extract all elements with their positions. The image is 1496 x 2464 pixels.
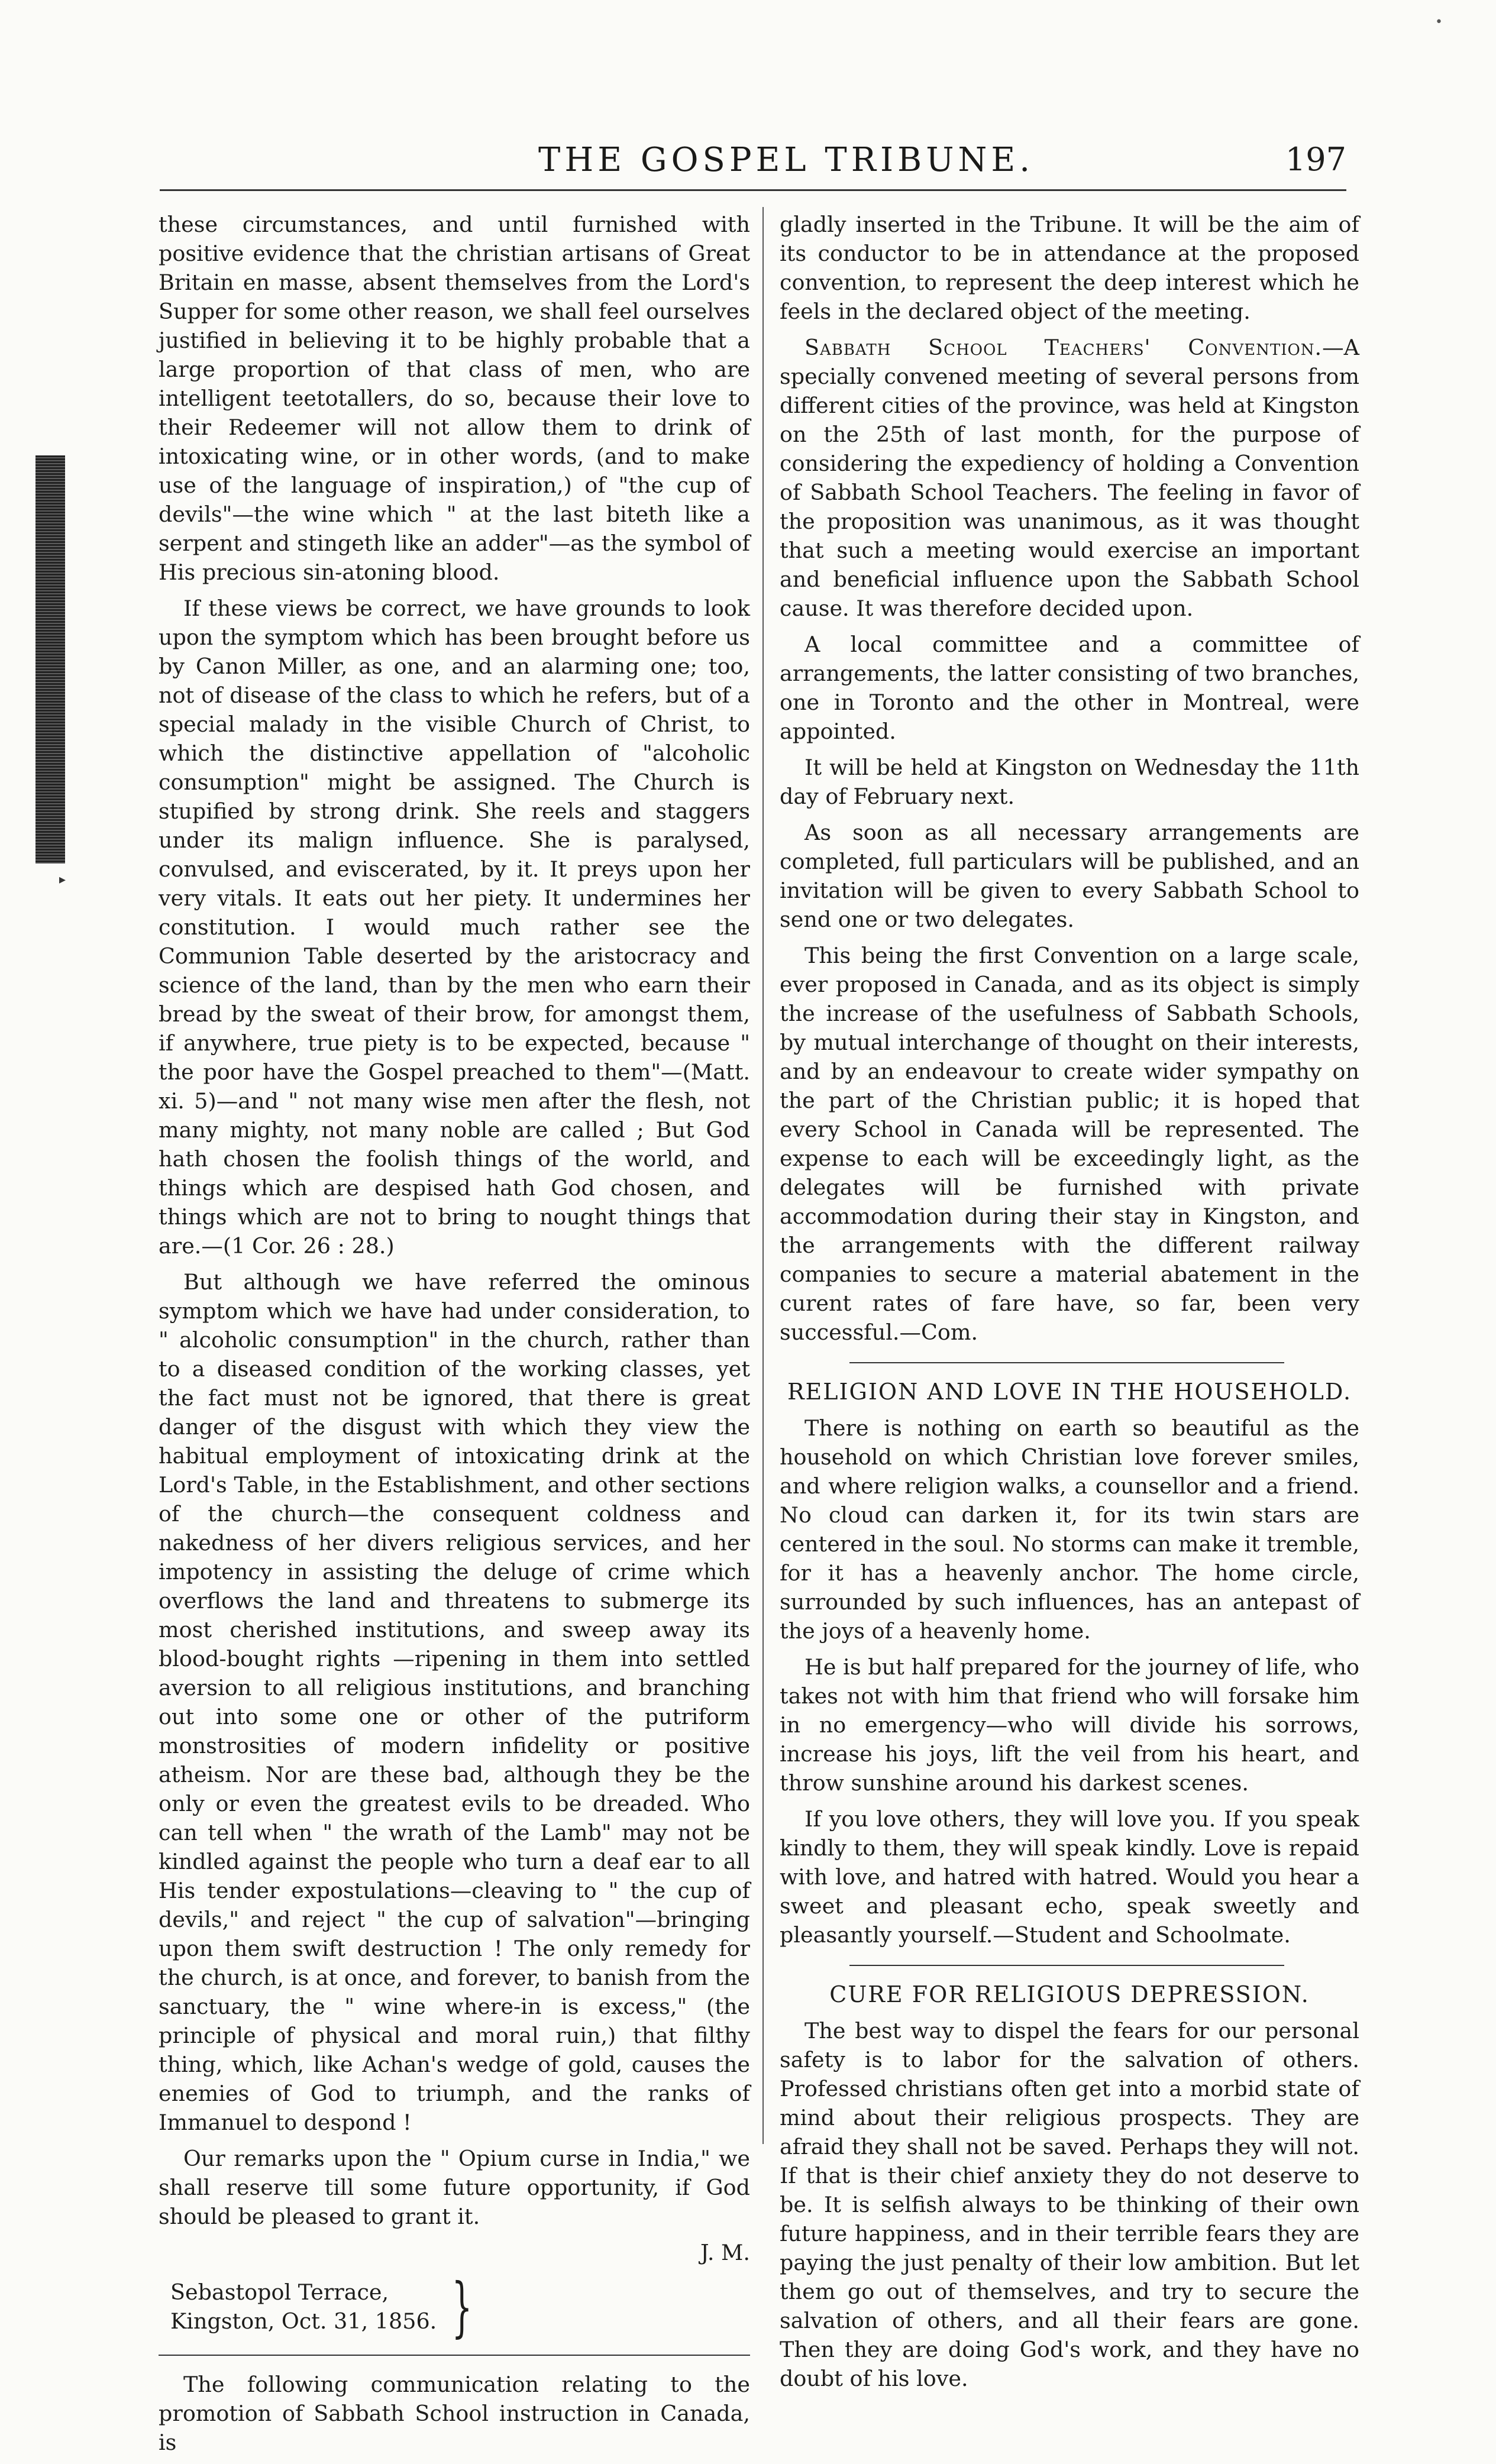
section-divider-2 <box>849 1965 1284 1966</box>
section-divider-1 <box>849 1362 1284 1363</box>
right-column <box>780 210 1359 2400</box>
section-divider <box>159 2355 750 2356</box>
convention-lead: Sabbath School Teachers' Convention. <box>804 335 1323 360</box>
household-paragraph-1: There is nothing on earth so beautiful as the household on which Christian love forever smiles, and where religion walks, a counsellor and a friend. No cloud can darken it, for its twin stars are centered in the soul. No storms can make it tremble, for it has a heavenly anchor. The home circle, surrounded by such influences, has an antepast of the joys of a heavenly home. <box>780 1415 1359 1644</box>
left-paragraph-1: these circumstances, and until furnished with positive evidence that the christian artisans of Great Britain en masse, absent themselves from the Lord's Supper for some other reason, we shall feel ourselves justified in believing it to be highly probable that a large proportion of that class of men, who are intelligent teetotallers, do so, because their love to their Redeemer will not allow them to drink of intoxicating wine, or in other words, (and to make use of the language of inspiration,) of "the cup of devils"—the wine which " at the last biteth like a serpent and stingeth like an adder"—as the symbol of His precious sin-atoning blood. <box>159 212 750 585</box>
right-paragraph-5: As soon as all necessary arrangements are completed, full particulars will be published, and an invitation will be given to every Sabbath School to send one or two delegates. <box>780 820 1359 932</box>
convention-text: —A specially convened meeting of several persons from different cities of the province, was held at Kingston on the 25th of last month, for the purpose of considering the expediency of holding a Convention of Sabbath School Teachers. The feeling in favor of the proposition was unanimous, as it was thought that such a meeting would exercise an important and beneficial influence upon the Sabbath School cause. It was therefore decided upon. <box>780 335 1359 621</box>
address-line-1: Sebastopol Terrace, <box>170 2279 389 2305</box>
left-paragraph-2: If these views be correct, we have grounds to look upon the symptom which has been brought before us by Canon Miller, as one, and an alarming one; too, not of disease of the class to which he refers, but of a special malady in the visible Church of Christ, to which the distinctive appellation of "alcoholic consumption" might be assigned. The Church is stupified by strong drink. She reels and staggers under its malign influence. She is paralysed, convulsed, and eviscerated, by it. It preys upon her very vitals. It eats out her piety. It undermines her constitution. I would much rather see the Communion Table deserted by the aristocracy and science of the land, than by the men who earn their bread by the sweat of their brow, for amongst them, if anywhere, true piety is to be expected, because " the poor have the Gospel preached to them"—(Matt. xi. 5)—and " not many wise men after the flesh, not many mighty, not many noble are called ; But God hath chosen the foolish things of the world, and things which are despised hath God chosen, and things which are not to bring to nought things that are.—(1 Cor. 26 : 28.) <box>159 596 750 1259</box>
binding-shadow <box>35 455 65 864</box>
household-paragraph-2: He is but half prepared for the journey of life, who takes not with him that friend who will forsake him in no emergency—who will divide his sorrows, increase his joys, lift the veil from his heart, and throw sunshine around his darkest scenes. <box>780 1654 1359 1796</box>
page-header <box>160 141 1346 194</box>
left-paragraph-5: The following communication relating to the promotion of Sabbath School instruction in Canada, is <box>159 2372 750 2455</box>
signature: J. M. <box>700 2240 750 2265</box>
right-paragraph-4: It will be held at Kingston on Wednesday the 11th day of February next. <box>780 755 1359 809</box>
page-number: 197 <box>1285 141 1346 178</box>
left-paragraph-4: Our remarks upon the " Opium curse in India," we shall reserve till some future opportunity, if God should be pleased to grant it. <box>159 2146 750 2229</box>
column-rule <box>762 207 764 2144</box>
depression-paragraph-1: The best way to dispel the fears for our personal safety is to labor for the salvation of others. Professed christians often get into a morbid state of mind about their religious prospects. They are afraid they shall not be saved. Perhaps they will not. If that is their chief anxiety they do not deserve to be. It is selfish always to be thinking of their own future happiness, and in their terrible fears they are paying the just penalty of their low ambition. But let them go out of themselves, and try to secure the salvation of others, and all their fears are gone. Then they are doing God's work, and they have no doubt of his love. <box>780 2018 1359 2391</box>
address-brace: } <box>451 2269 473 2345</box>
left-column <box>159 210 750 2464</box>
left-paragraph-3: But although we have referred the ominous symptom which we have had under consideration, to " alcoholic consumption" in the church, rather than to a diseased condition of the working classes, yet the fact must not be ignored, that there is great danger of the disgust with which they view the habitual employment of intoxicating drink at the Lord's Table, in the Establishment, and other sections of the church—the consequent coldness and nakedness of her divers religious services, and her impotency in assisting the deluge of crime which overflows the land and threatens to submerge its most cherished institutions, and sweep away its blood-bought rights —ripening in them into settled aversion to all religious institutions, and branching out into some one or other of the putriform monstrosities of modern infidelity or positive atheism. Nor are these bad, although they be the only or even the greatest evils to be dreaded. Who can tell when " the wrath of the Lamb" may not be kindled against the people who turn a deaf ear to all His tender expostulations—cleaving to " the cup of devils," and reject " the cup of salvation"—bringing upon them swift destruction ! The only remedy for the church, is at once, and forever, to banish from the sanctuary, the " wine where-in is excess," (the principle of physical and moral ruin,) that filthy thing, which, like Achan's wedge of gold, causes the enemies of God to triumph, and the ranks of Immanuel to despond ! <box>159 1269 750 2135</box>
stray-mark: • <box>1435 15 1443 30</box>
address-line-2: Kingston, Oct. 31, 1856. <box>170 2308 437 2334</box>
running-title: THE GOSPEL TRIBUNE. <box>538 141 1035 179</box>
header-rule <box>160 189 1346 191</box>
household-paragraph-3: If you love others, they will love you. If you speak kindly to them, they will speak kindly. Love is repaid with love, and hatred with hatred. Would you hear a sweet and pleasant echo, speak sweetly and pleasantly yourself.—Student and Schoolmate. <box>780 1806 1359 1948</box>
dateline <box>170 2269 502 2345</box>
right-paragraph-3: A local committee and a committee of arrangements, the latter consisting of two branches, one in Toronto and the other in Montreal, were appointed. <box>780 632 1359 744</box>
margin-marker: ▸ <box>59 872 66 887</box>
section-title-depression: CURE FOR RELIGIOUS DEPRESSION. <box>829 1981 1310 2007</box>
right-paragraph-6: This being the first Convention on a large scale, ever proposed in Canada, and as its object is simply the increase of the usefulness of Sabbath Schools, by mutual interchange of thought on their interests, and by an endeavour to create wider sympathy on the part of the Christian public; it is hoped that every School in Canada will be represented. The expense to each will be exceedingly light, as the delegates will be furnished with private accommodation during their stay in Kingston, and the arrangements with the different railway companies to secure a material abatement in the curent rates of fare have, so far, been very successful.—Com. <box>780 943 1359 1345</box>
right-paragraph-1: gladly inserted in the Tribune. It will be the aim of its conductor to be in attendance at the proposed convention, to represent the deep interest which he feels in the declared object of the meeting. <box>780 212 1359 324</box>
section-title-household: RELIGION AND LOVE IN THE HOUSEHOLD. <box>787 1379 1352 1405</box>
convention-paragraph <box>780 333 1359 623</box>
